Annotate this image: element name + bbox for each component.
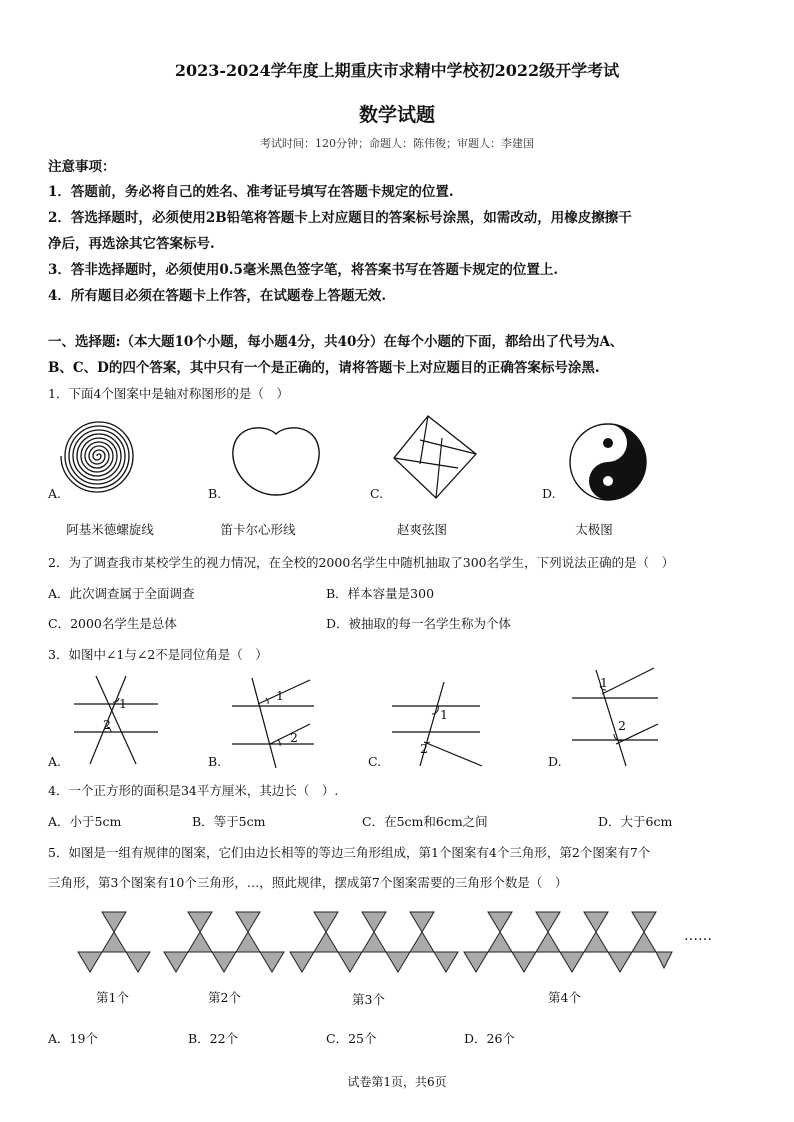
q3-figure-d xyxy=(568,664,664,768)
q3a-angle-2: 2 xyxy=(103,717,111,732)
q5-option-c: C．25个 xyxy=(326,1031,377,1046)
q3a-angle-1: 1 xyxy=(119,696,127,711)
q5-option-a: A．19个 xyxy=(48,1031,98,1046)
exam-meta: 考试时间：120分钟；命题人：陈伟俊；审题人：李建国 xyxy=(260,137,534,150)
q5-caption-2: 第2个 xyxy=(208,990,241,1005)
q5-ellipsis: …… xyxy=(684,928,712,944)
q2-stem: 2．为了调查我市某校学生的视力情况，在全校的2000名学生中随机抽取了300名学生，下列说法正确的是（ ） xyxy=(48,555,675,570)
q3-option-d: D. xyxy=(548,754,562,769)
notice-item-4: 4．所有题目必须在答题卡上作答，在试题卷上答题无效. xyxy=(48,288,387,304)
q3c-angle-1: 1 xyxy=(440,707,448,722)
exam-title: 2023-2024学年度上期重庆市求精中学校初2022级开学考试 xyxy=(174,61,620,80)
q3d-angle-1: 1 xyxy=(600,675,608,690)
subject-title: 数学试题 xyxy=(358,104,435,126)
notice-item-3: 3．答非选择题时，必须使用0.5毫米黑色签字笔，将答案书写在答题卡规定的位置上. xyxy=(48,262,559,278)
section1-line1: 一、选择题:（本大题10个小题，每小题4分，共40分）在每个小题的下面，都给出了代号为A、 xyxy=(48,334,624,350)
q1-caption-d: 太极图 xyxy=(575,522,613,537)
notice-item-2-cont: 净后，再选涂其它答案标号. xyxy=(48,236,215,252)
q4-option-a: A．小于5cm xyxy=(48,814,122,829)
q3-option-b: B. xyxy=(208,754,222,769)
cardioid-figure xyxy=(228,422,324,498)
notice-item-2: 2．答选择题时，必须使用2B铅笔将答题卡上对应题目的答案标号涂黑，如需改动，用橡皮擦擦干 xyxy=(48,210,632,226)
q5-caption-3: 第3个 xyxy=(352,992,385,1007)
q3-figure-a xyxy=(66,672,162,768)
q1-option-d: D. xyxy=(542,486,556,501)
q5-caption-1: 第1个 xyxy=(96,990,129,1005)
q3-option-a: A. xyxy=(48,754,62,769)
q1-option-a: A. xyxy=(48,486,62,501)
q5-option-d: D．26个 xyxy=(464,1031,515,1046)
q4-option-d: D．大于6cm xyxy=(598,814,673,829)
triangle-pattern-figure xyxy=(76,910,676,980)
q3b-angle-1: 1 xyxy=(276,688,284,703)
q3-option-c: C. xyxy=(368,754,382,769)
q5-stem-1: 5．如图是一组有规律的图案，它们由边长相等的等边三角形组成，第1个图案有4个三角形，第2个图案有7个 xyxy=(48,845,651,860)
taiji-figure xyxy=(566,420,650,504)
spiral-figure xyxy=(60,418,160,498)
q3c-angle-2: 2 xyxy=(420,741,428,756)
q1-option-c: C. xyxy=(370,486,384,501)
q5-option-b: B．22个 xyxy=(188,1031,239,1046)
q2-option-d: D．被抽取的每一名学生称为个体 xyxy=(326,616,512,631)
q3-stem: 3．如图中∠1与∠2不是同位角是（ ） xyxy=(48,647,268,662)
q5-stem-2: 三角形，第3个图案有10个三角形，…，照此规律，摆成第7个图案需要的三角形个数是（ ） xyxy=(48,875,568,890)
notice-heading: 注意事项： xyxy=(48,159,116,175)
q2-option-c: C．2000名学生是总体 xyxy=(48,616,177,631)
q1-caption-b: 笛卡尔心形线 xyxy=(220,522,296,537)
q4-stem: 4．一个正方形的面积是34平方厘米，其边长（ ）. xyxy=(48,783,339,798)
q1-caption-a: 阿基米德螺旋线 xyxy=(66,522,154,537)
q4-option-b: B．等于5cm xyxy=(192,814,266,829)
zhaoshuang-diagram-figure xyxy=(390,412,480,504)
section1-line2: B、C、D的四个答案，其中只有一个是正确的，请将答题卡上对应题目的正确答案标号涂黑. xyxy=(48,360,600,376)
q3-figure-c xyxy=(388,676,484,768)
page-footer: 试卷第1页，共6页 xyxy=(347,1075,447,1089)
q1-stem: 1．下面4个图案中是轴对称图形的是（ ） xyxy=(48,386,289,401)
q3b-angle-2: 2 xyxy=(290,730,298,745)
q1-caption-c: 赵爽弦图 xyxy=(396,522,447,537)
q2-option-a: A．此次调查属于全面调查 xyxy=(48,586,195,601)
q4-option-c: C．在5cm和6cm之间 xyxy=(362,814,488,829)
notice-item-1: 1．答题前，务必将自己的姓名、准考证号填写在答题卡规定的位置. xyxy=(48,184,454,200)
q3-figure-b xyxy=(228,676,318,768)
q5-caption-4: 第4个 xyxy=(548,990,581,1005)
q2-option-b: B．样本容量是300 xyxy=(326,586,435,601)
q1-option-b: B. xyxy=(208,486,222,501)
q3d-angle-2: 2 xyxy=(618,718,626,733)
